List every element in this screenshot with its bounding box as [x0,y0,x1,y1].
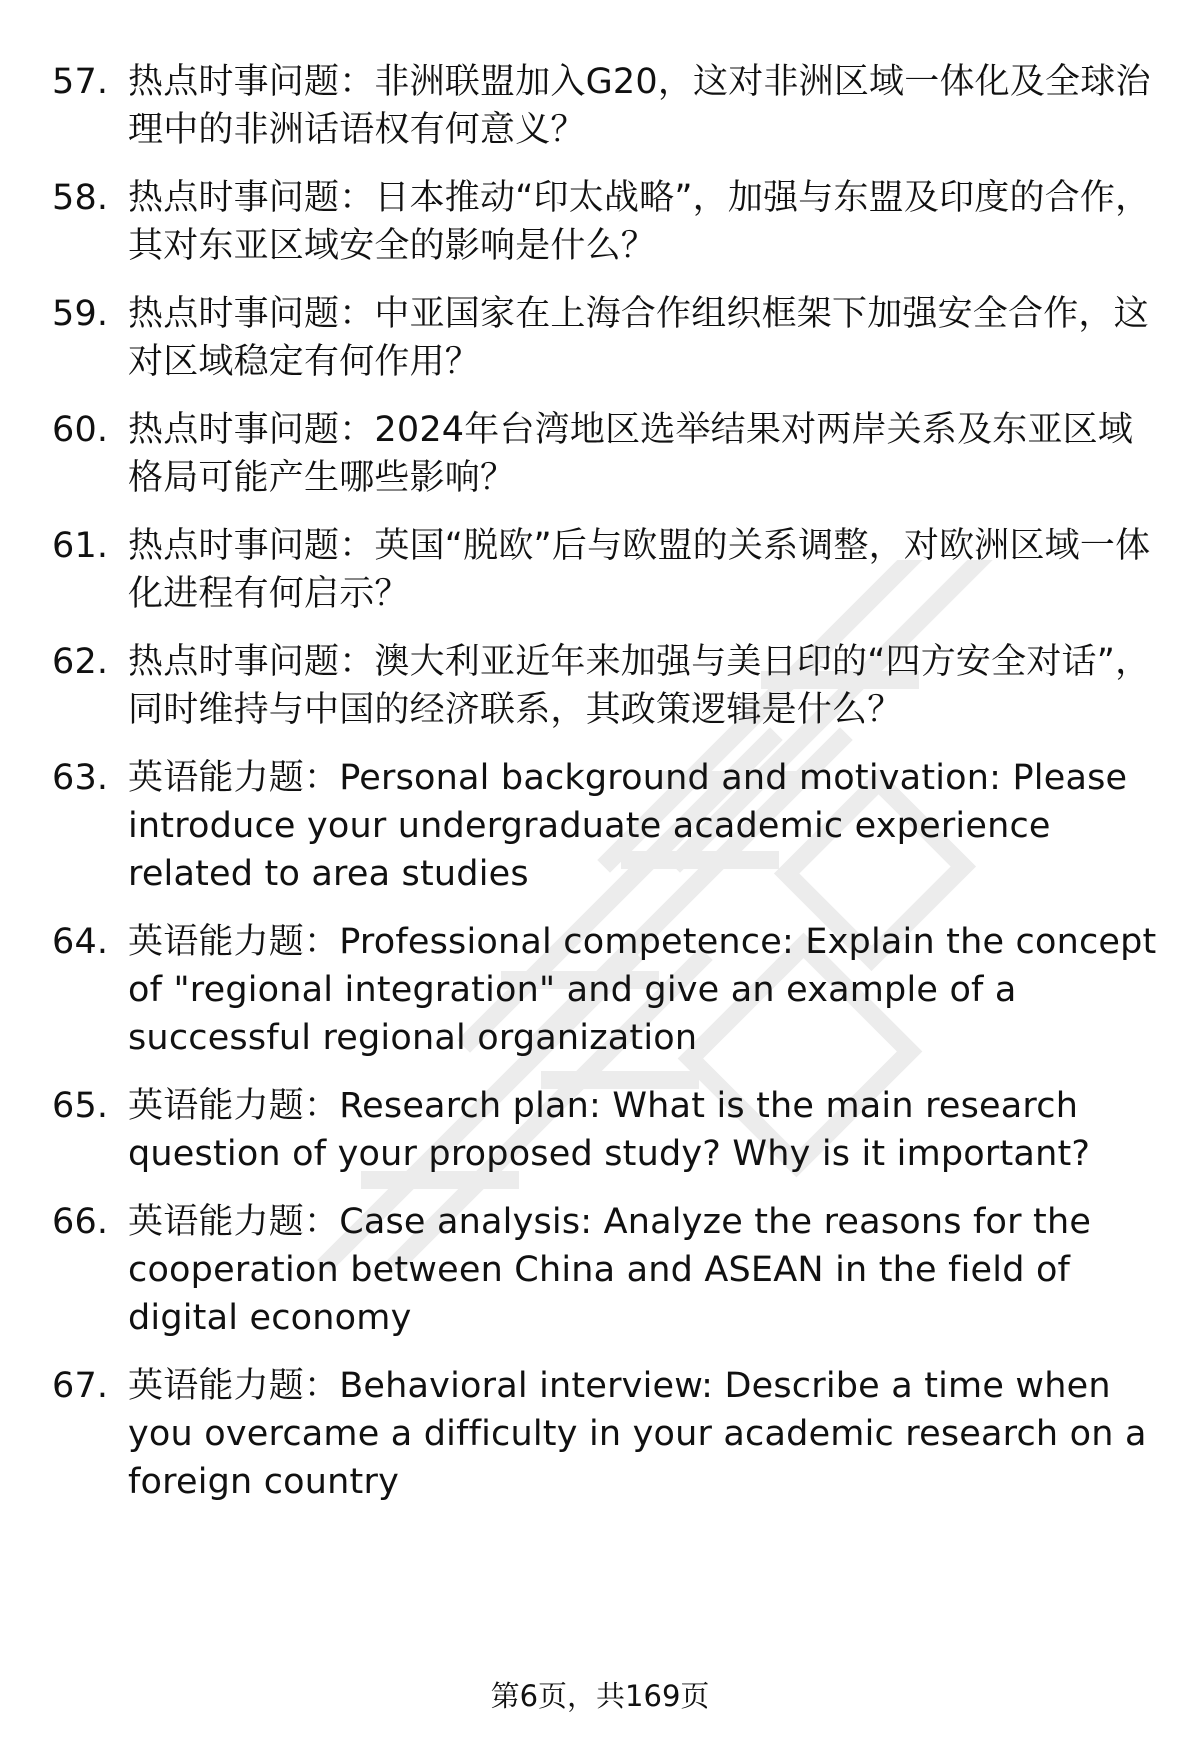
question-number: 57. [52,62,109,102]
question-number: 59. [52,294,109,334]
question-number: 58. [52,178,109,218]
question-text: 英语能力题：Case analysis: Analyze the reasons for the cooperation between China and ASEAN in the field of digital economy [128,1202,1092,1338]
question-text: 热点时事问题：英国“脱欧”后与欧盟的关系调整，对欧洲区域一体化进程有何启示？ [128,526,1151,614]
question-number: 67. [52,1366,109,1406]
page-number-label: 第6页，共169页 [490,1679,710,1713]
question-text: 热点时事问题：中亚国家在上海合作组织框架下加强安全合作，这对区域稳定有何作用？ [128,294,1149,382]
question-item-59 [52,290,1162,386]
question-number: 60. [52,410,109,450]
question-number: 62. [52,642,109,682]
question-text: 热点时事问题：非洲联盟加入G20，这对非洲区域一体化及全球治理中的非洲话语权有何意义？ [128,62,1151,150]
question-number: 66. [52,1202,109,1242]
question-text: 热点时事问题：日本推动“印太战略”，加强与东盟及印度的合作，其对东亚区域安全的影响是什么？ [128,178,1151,266]
question-item-63 [52,754,1162,898]
question-list [52,58,1162,1506]
question-number: 64. [52,922,109,962]
question-item-61 [52,522,1162,618]
page-footer [0,1676,1200,1716]
question-item-57 [52,58,1162,154]
question-number: 63. [52,758,109,798]
question-text: 英语能力题：Research plan: What is the main research question of your proposed study? Why is it important? [128,1086,1091,1174]
question-item-58 [52,174,1162,270]
question-item-64 [52,918,1162,1062]
question-number: 61. [52,526,109,566]
question-item-60 [52,406,1162,502]
question-text: 热点时事问题：澳大利亚近年来加强与美日印的“四方安全对话”，同时维持与中国的经济联系，其政策逻辑是什么？ [128,642,1151,730]
question-text: 英语能力题：Personal background and motivation: Please introduce your undergraduate academic experience related to area studies [128,758,1128,894]
question-item-62 [52,638,1162,734]
question-text: 英语能力题：Behavioral interview: Describe a time when you overcame a difficulty in your academic research on a foreign country [128,1366,1147,1502]
question-item-66 [52,1198,1162,1342]
question-text: 热点时事问题：2024年台湾地区选举结果对两岸关系及东亚区域格局可能产生哪些影响？ [128,410,1134,498]
question-number: 65. [52,1086,109,1126]
question-item-67 [52,1362,1162,1506]
question-item-65 [52,1082,1162,1178]
question-text: 英语能力题：Professional competence: Explain the concept of "regional integration" and give an example of a successful regional organization [128,922,1157,1058]
